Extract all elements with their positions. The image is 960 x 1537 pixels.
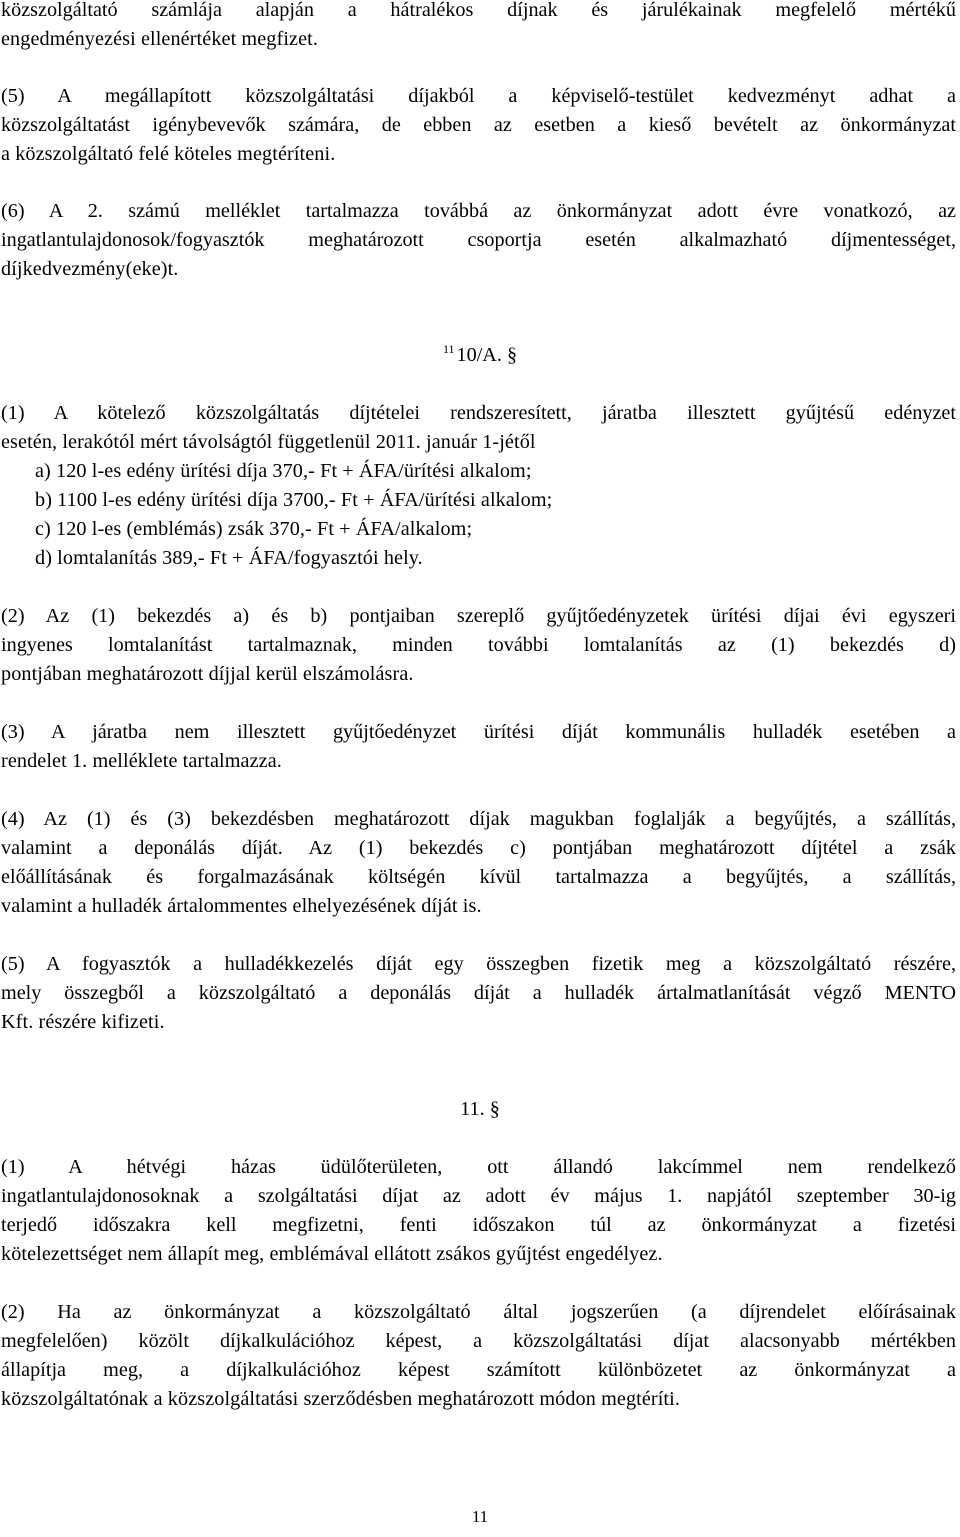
section-10a-p3-line-1: (3) A járatba nem illesztett gyűjtőedényzet ürítési díját kommunális hulladék esetében a — [1, 721, 956, 743]
section-10a-p4-line-1: (4) Az (1) és (3) bekezdésben meghatározott díjak magukban foglalják a begyűjtés, a szállítás, — [1, 808, 956, 830]
paragraph-5-line-2: közszolgáltatást igénybevevők számára, de ebben az esetben a kieső bevételt az önkormányzat — [1, 114, 956, 136]
intro-line-1: közszolgáltató számlája alapján a hátralékos díjnak és járulékainak megfelelő mértékű — [1, 0, 956, 21]
section-10a-p2-line-2: ingyenes lomtalanítást tartalmaznak, minden további lomtalanítás az (1) bekezdés d) — [1, 634, 956, 656]
section-11-p1-line-2: ingatlantulajdonosoknak a szolgáltatási díjat az adott év május 1. napjától szeptember 30-ig — [1, 1185, 956, 1207]
list-item-a: a) 120 l-es edény ürítési díja 370,- Ft + ÁFA/ürítési alkalom; — [35, 460, 532, 482]
section-11-p2-line-4: közszolgáltatónak a közszolgáltatási szerződésben meghatározott módon megtéríti. — [1, 1388, 680, 1410]
section-11-p1-line-1: (1) A hétvégi házas üdülőterületen, ott állandó lakcímmel nem rendelkező — [1, 1156, 956, 1178]
section-10a-p4-line-4: valamint a hulladék ártalommentes elhelyezésének díját is. — [1, 895, 482, 917]
section-10a-p4-line-2: valamint a deponálás díját. Az (1) bekezdés c) pontjában meghatározott díjtétel a zsák — [1, 837, 956, 859]
section-10a-p2-line-3: pontjában meghatározott díjjal kerül elszámolásra. — [1, 663, 414, 685]
section-10a-p1-line-1: (1) A kötelező közszolgáltatás díjtételei rendszeresített, járatba illesztett gyűjtésű edényzet — [1, 402, 956, 424]
paragraph-5-line-1: (5) A megállapított közszolgáltatási díjakból a képviselő-testület kedvezményt adhat a — [1, 85, 956, 107]
list-item-c: c) 120 l-es (emblémás) zsák 370,- Ft + ÁFA/alkalom; — [35, 518, 473, 540]
list-item-b: b) 1100 l-es edény ürítési díja 3700,- Ft + ÁFA/ürítési alkalom; — [35, 489, 553, 511]
section-10a-p1-line-2: esetén, lerakótól mért távolságtól függetlenül 2011. január 1-jétől — [1, 431, 536, 453]
paragraph-6-line-2: ingatlantulajdonosok/fogyasztók meghatározott csoportja esetén alkalmazható díjmentességet, — [1, 229, 956, 251]
section-11-p2-line-1: (2) Ha az önkormányzat a közszolgáltató által jogszerűen (a díjrendelet előírásainak — [1, 1301, 956, 1323]
section-10a-p5-line-1: (5) A fogyasztók a hulladékkezelés díját egy összegben fizetik meg a közszolgáltató részére, — [1, 953, 956, 975]
section-11-heading: 11. § — [460, 1098, 500, 1120]
paragraph-6-line-3: díjkedvezmény(eke)t. — [1, 258, 179, 280]
section-11-p2-line-2: megfelelően) közölt díjkalkulációhoz képest, a közszolgáltatási díjat alacsonyabb mértékben — [1, 1330, 956, 1352]
section-10a-heading — [0, 341, 960, 370]
page-number: 11 — [471, 1507, 489, 1526]
section-11-p1-line-3: terjedő időszakra kell megfizetni, fenti időszakon túl az önkormányzat a fizetési — [1, 1214, 956, 1236]
section-10a-p4-line-3: előállításának és forgalmazásának költségén kívül tartalmazza a begyűjtés, a szállítás, — [1, 866, 956, 888]
paragraph-6-line-1: (6) A 2. számú melléklet tartalmazza továbbá az önkormányzat adott évre vonatkozó, az — [1, 200, 956, 222]
section-11-p2-line-3: állapítja meg, a díjkalkulációhoz képest számított különbözetet az önkormányzat a — [1, 1359, 956, 1381]
intro-line-2: engedményezési ellenértéket megfizet. — [1, 28, 319, 50]
section-11-p1-line-4: kötelezettséget nem állapít meg, emblémával ellátott zsákos gyűjtést engedélyez. — [1, 1243, 663, 1265]
section-10a-p5-line-3: Kft. részére kifizeti. — [1, 1011, 165, 1033]
list-item-d: d) lomtalanítás 389,- Ft + ÁFA/fogyasztói hely. — [35, 547, 423, 569]
footnote-reference: 11 — [442, 342, 455, 356]
section-10a-p3-line-2: rendelet 1. melléklete tartalmazza. — [1, 750, 282, 772]
paragraph-5-line-3: a közszolgáltató felé köteles megtéríteni. — [1, 143, 336, 165]
section-10a-p5-line-2: mely összegből a közszolgáltató a deponálás díját a hulladék ártalmatlanítását végző MENTO — [1, 982, 956, 1004]
section-10a-p2-line-1: (2) Az (1) bekezdés a) és b) pontjaiban szereplő gyűjtőedényzetek ürítési díjai évi egyszeri — [1, 605, 956, 627]
section-10a-title: 10/A. § — [456, 344, 518, 366]
